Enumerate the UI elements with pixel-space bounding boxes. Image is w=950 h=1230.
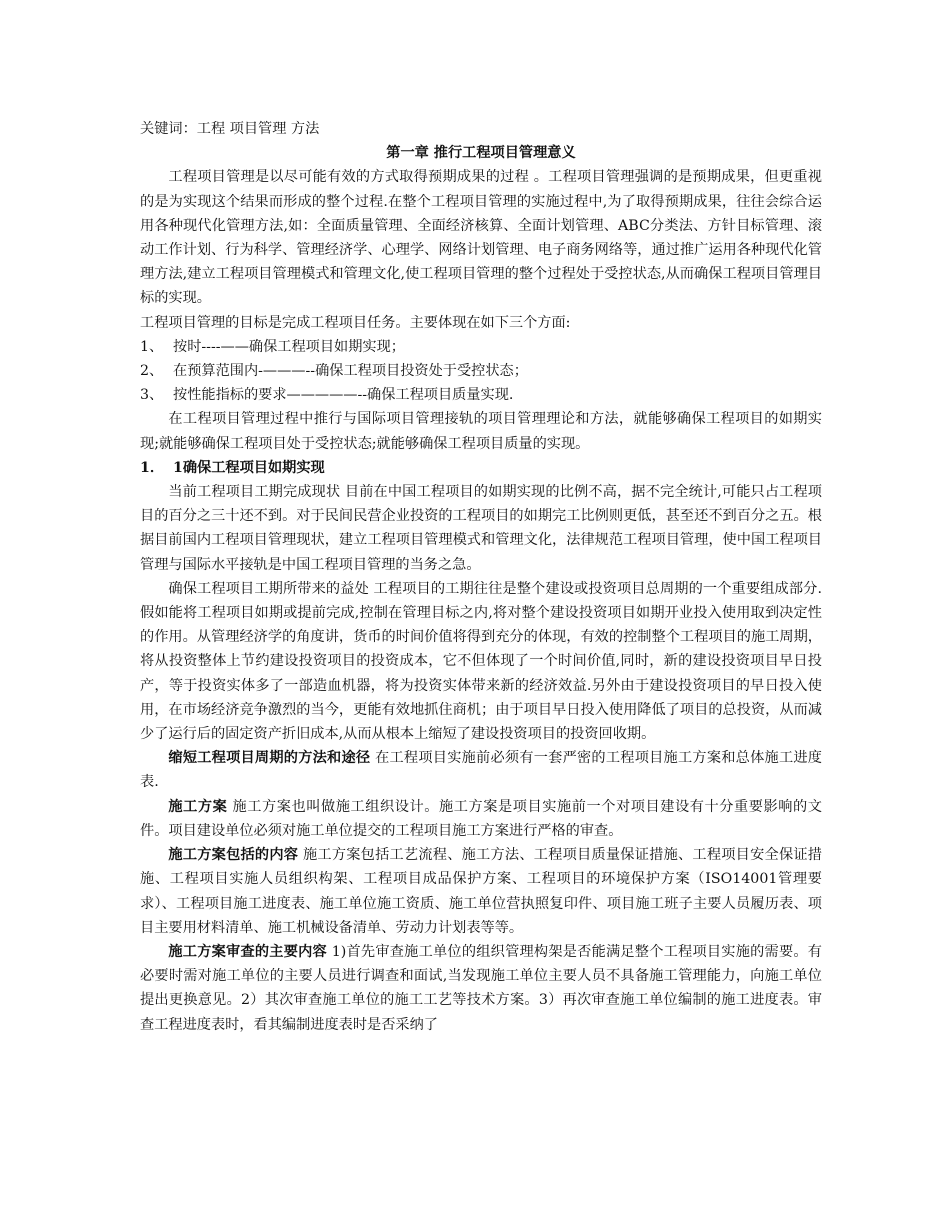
content-paragraph — [140, 843, 822, 940]
keywords-line: 关键词：工程 项目管理 方法 — [140, 121, 320, 137]
list-item — [140, 335, 822, 359]
list-text: 按性能指标的要求—————--确保工程项目质量实现. — [173, 387, 514, 404]
methods-text: 在工程项目实施前必须有一套严密的工程项目施工方案和总体施工进度表. — [140, 750, 822, 791]
intro-paragraph: 工程项目管理是以尽可能有效的方式取得预期成果的过程 。工程项目管理强调的是预期成果，但更重视的是为实现这个结果而形成的整个过程.在整个工程项目管理的实施过程中,为了取得预期成果，往往会综合运用各种现代化管理方法,如：全面质量管理、全面经济核算、全面计划管理、ABC分类法、方针目标管理、滚动工作计划、行为科学、管理经济学、心理学、网络计划管理、电子商务网络等，通过推广运用各种现代化管理方法,建立工程项目管理模式和管理文化,使工程项目管理的整个过程处于受控状态,从而确保工程项目管理目标的实现。 — [140, 169, 822, 307]
methods-paragraph — [140, 746, 822, 794]
chapter-title: 第一章 推行工程项目管理意义 — [386, 145, 576, 162]
summary-paragraph: 在工程项目管理过程中推行与国际项目管理接轨的项目管理理论和方法，就能够确保工程项目的如期实现;就能够确保工程项目处于受控状态;就能够确保工程项目质量的实现。 — [140, 411, 822, 452]
list-item — [140, 359, 822, 383]
content-text: 施工方案包括工艺流程、施工方法、工程项目质量保证措施、工程项目安全保证措施、工程项目实施人员组织构架、工程项目成品保护方案、工程项目的环境保护方案（ISO14001管理要求）、工程项目施工进度表、施工单位施工资质、施工单位营执照复印件、项目施工班子主要人员履历表、项目主要用材料清单、施工机械设备清单、劳动力计划表等等。 — [140, 847, 822, 936]
plan-paragraph — [140, 795, 822, 843]
list-item — [140, 383, 822, 407]
content-lead: 施工方案包括的内容 — [168, 847, 299, 864]
status-paragraph: 当前工程项目工期完成现状 目前在中国工程项目的如期实现的比例不高，据不完全统计,可能只占工程项目的百分之三十还不到。对于民间民营企业投资的工程项目的如期完工比例则更低，甚至还不到百分之五。根据目前国内工程项目管理现状，建立工程项目管理模式和管理文化，法律规范工程项目管理，使中国工程项目管理与国际水平接轨是中国工程项目管理的当务之急。 — [140, 484, 822, 573]
goal-line: 工程项目管理的目标是完成工程项目任务。主要体现在如下三个方面: — [140, 314, 571, 331]
section-title: 1确保工程项目如期实现 — [173, 459, 325, 476]
plan-text: 施工方案也叫做施工组织设计。施工方案是项目实施前一个对项目建设有十分重要影响的文件。项目建设单位必须对施工单位提交的工程项目施工方案进行严格的审查。 — [140, 798, 822, 839]
review-lead: 施工方案审查的主要内容 — [168, 943, 327, 960]
review-paragraph — [140, 940, 822, 1037]
section-heading — [140, 456, 822, 480]
review-text: 1)首先审查施工单位的组织管理构架是否能满足整个工程项目实施的需要。有必要时需对施工单位的主要人员进行调查和面试,当发现施工单位主要人员不具备施工管理能力，向施工单位提出更换意见。2）其次审查施工单位的施工工艺等技术方案。3）再次审查施工单位编制的施工进度表。审查工程进度表时，看其编制进度表时是否采纳了 — [140, 943, 822, 1033]
methods-lead: 缩短工程项目周期的方法和途径 — [168, 750, 371, 767]
list-text: 按时----——确保工程项目如期实现； — [173, 338, 405, 355]
section-number: 1． — [140, 459, 165, 476]
document-page — [140, 117, 822, 1037]
list-number: 3、 — [140, 387, 164, 404]
list-text: 在预算范围内-———--确保工程项目投资处于受控状态； — [173, 363, 528, 380]
plan-lead: 施工方案 — [168, 798, 228, 815]
list-number: 2、 — [140, 363, 164, 380]
list-number: 1、 — [140, 338, 164, 355]
benefit-paragraph: 确保工程项目工期所带来的益处 工程项目的工期往往是整个建设或投资项目总周期的一个重要组成部分.假如能将工程项目如期或提前完成,控制在管理目标之内,将对整个建设投资项目如期开业投入使用取到决定性的作用。从管理经济学的角度讲，货币的时间价值将得到充分的体现，有效的控制整个工程项目的施工周期，将从投资整体上节约建设投资项目的投资成本，它不但体现了一个时间价值,同时，新的建设投资项目早日投产，等于投资实体多了一部造血机器，将为投资实体带来新的经济效益.另外由于建设投资项目的早日投入使用，在市场经济竞争激烈的当今，更能有效地抓住商机；由于项目早日投入使用降低了项目的总投资，从而减少了运行后的固定资产折旧成本,从而从根本上缩短了建设投资项目的投资回收期。 — [140, 580, 822, 743]
